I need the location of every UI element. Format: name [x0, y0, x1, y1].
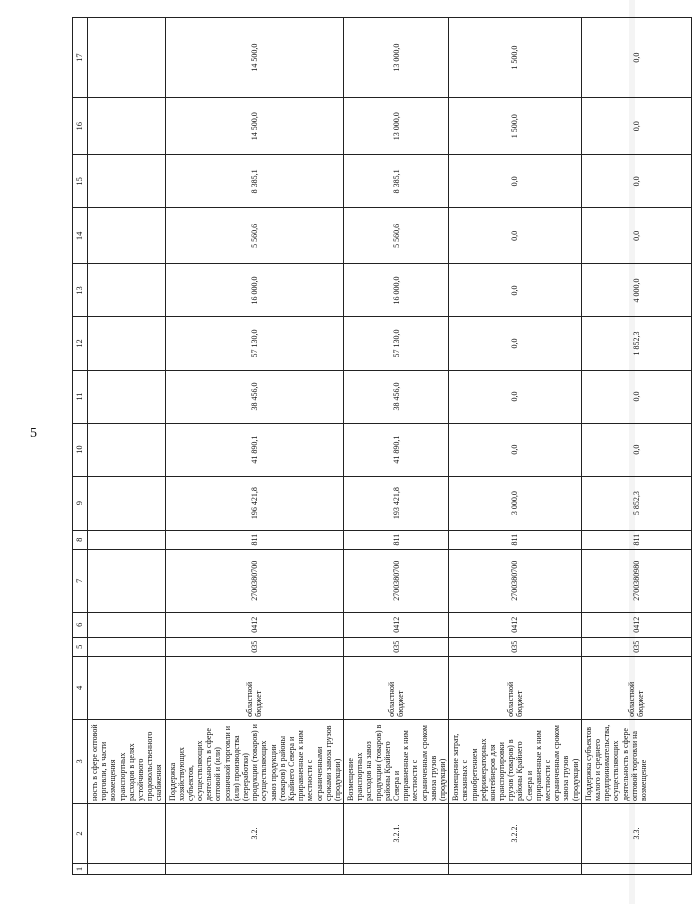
- budget-source-cell: областной бюджет: [165, 656, 344, 719]
- budget-source-cell: областной бюджет: [449, 656, 582, 719]
- table-row: [449, 18, 582, 875]
- table-cell: [88, 208, 166, 264]
- budget-source-cell: областной бюджет: [581, 656, 691, 719]
- table-cell: 38 456,0: [165, 370, 344, 423]
- table-cell: 4 000,0: [581, 264, 691, 317]
- table-row: [581, 18, 691, 875]
- row-number-cell: 3.3.: [581, 803, 691, 863]
- description-cell: Возмещение транспортных расходов на завоз продукции (товаров) в районы Крайнего Севера и приравненные к ним местности с ограниченным сроком завоза грузов (продукции): [344, 719, 449, 803]
- table-cell: 1 852,3: [581, 317, 691, 370]
- table-cell: 0,0: [449, 317, 582, 370]
- table-cell: 811: [165, 530, 344, 549]
- budget-table: [72, 17, 692, 875]
- table-cell: [165, 864, 344, 875]
- table-cell: 0,0: [581, 98, 691, 155]
- table-cell: [88, 549, 166, 612]
- header-cell: 11: [73, 370, 88, 423]
- table-cell: 0412: [165, 612, 344, 637]
- header-cell: 6: [73, 612, 88, 637]
- header-cell: 17: [73, 18, 88, 98]
- row-number-cell: 3.2.2.: [449, 803, 582, 863]
- header-row: [73, 18, 88, 875]
- table-cell: 2700380700: [449, 549, 582, 612]
- table-cell: [88, 864, 166, 875]
- table-cell: 16 000,0: [344, 264, 449, 317]
- table-cell: 57 130,0: [344, 317, 449, 370]
- table-cell: 16 000,0: [165, 264, 344, 317]
- header-cell: 5: [73, 637, 88, 656]
- table-cell: 38 456,0: [344, 370, 449, 423]
- table-cell: [88, 612, 166, 637]
- table-cell: 13 000,0: [344, 18, 449, 98]
- header-cell: 12: [73, 317, 88, 370]
- table-cell: [88, 423, 166, 476]
- table-cell: 41 890,1: [165, 423, 344, 476]
- table-cell: 2700380700: [165, 549, 344, 612]
- description-cell: Поддержка субъектов малого и среднего предпринимательства, осуществляющих деятельность в сфере оптовой торговли на возмещение: [581, 719, 691, 803]
- table-cell: [88, 317, 166, 370]
- table-cell: 13 000,0: [344, 98, 449, 155]
- table-cell: 8 385,1: [165, 155, 344, 208]
- table-cell: [88, 18, 166, 98]
- table-cell: 0,0: [449, 155, 582, 208]
- header-cell: 7: [73, 549, 88, 612]
- table-cell: [88, 370, 166, 423]
- header-cell: 8: [73, 530, 88, 549]
- table-row: [344, 18, 449, 875]
- budget-source-cell: областной бюджет: [344, 656, 449, 719]
- header-cell: 9: [73, 476, 88, 530]
- table-cell: 2700380700: [344, 549, 449, 612]
- table-cell: 14 500,0: [165, 98, 344, 155]
- header-cell: 1: [73, 864, 88, 875]
- table-cell: 0,0: [581, 18, 691, 98]
- description-cell: Возмещение затрат, связанных с приобретением рефрижераторных контейнеров для транспортировки грузов (товаров) в районы Крайнего Севера и приравненные к ним местности с ограниченным сроком завоза грузов (продукции): [449, 719, 582, 803]
- description-cell: Поддержка хозяйствующих субъектов, осуществляющих деятельность в сфере оптовой и (или) розничной торговли и (или) производства (переработки) продукции (товаров) и осуществляющих завоз продукции (товаров) в районы Крайнего Севера и приравненные к ним местности с ограниченными сроками завоза грузов (продукции): [165, 719, 344, 803]
- table-cell: 3 000,0: [449, 476, 582, 530]
- table-cell: 0,0: [449, 370, 582, 423]
- table-cell: 035: [581, 637, 691, 656]
- header-cell: 4: [73, 656, 88, 719]
- header-cell: 16: [73, 98, 88, 155]
- header-cell: 10: [73, 423, 88, 476]
- header-cell: 13: [73, 264, 88, 317]
- table-cell: 0,0: [449, 423, 582, 476]
- header-cell: 15: [73, 155, 88, 208]
- table-cell: 196 421,8: [165, 476, 344, 530]
- table-cell: 0,0: [581, 423, 691, 476]
- table-cell: [88, 264, 166, 317]
- table-cell: 0,0: [449, 264, 582, 317]
- table-cell: [88, 155, 166, 208]
- table-cell: [344, 864, 449, 875]
- table-cell: 0,0: [581, 208, 691, 264]
- description-cell: ность в сфере оптовой торговли, в части возмещения транспортных расходов в целях устойчивого продовольственного снабжения: [88, 719, 166, 803]
- table-cell: 2700380980: [581, 549, 691, 612]
- table-row: [165, 18, 344, 875]
- table-cell: 193 421,8: [344, 476, 449, 530]
- table-cell: [449, 864, 582, 875]
- table-cell: 035: [165, 637, 344, 656]
- table-cell: 1 500,0: [449, 98, 582, 155]
- table-cell: 0412: [344, 612, 449, 637]
- header-cell: 3: [73, 719, 88, 803]
- table-cell: 811: [581, 530, 691, 549]
- table-cell: 5 560,6: [344, 208, 449, 264]
- table-cell: [88, 637, 166, 656]
- table-cell: 14 500,0: [165, 18, 344, 98]
- row-number-cell: 3.2.: [165, 803, 344, 863]
- table-cell: 8 385,1: [344, 155, 449, 208]
- table-cell: 57 130,0: [165, 317, 344, 370]
- table-cell: [88, 476, 166, 530]
- table-cell: 035: [449, 637, 582, 656]
- table-cell: [88, 530, 166, 549]
- table-cell: [88, 803, 166, 863]
- table-cell: 5 852,3: [581, 476, 691, 530]
- table-cell: 0,0: [581, 155, 691, 208]
- table-cell: 811: [344, 530, 449, 549]
- table-cell: [88, 98, 166, 155]
- table-cell: 0412: [449, 612, 582, 637]
- table-cell: 41 890,1: [344, 423, 449, 476]
- page-number: 5: [30, 426, 37, 441]
- table-cell: 0,0: [449, 208, 582, 264]
- table-cell: 811: [449, 530, 582, 549]
- table-cell: 0412: [581, 612, 691, 637]
- table-cell: 035: [344, 637, 449, 656]
- table-cell: 1 500,0: [449, 18, 582, 98]
- row-number-cell: 3.2.1.: [344, 803, 449, 863]
- header-cell: 14: [73, 208, 88, 264]
- table-cell: [581, 864, 691, 875]
- table-row: [88, 18, 166, 875]
- header-cell: 2: [73, 803, 88, 863]
- table-cell: 0,0: [581, 370, 691, 423]
- table-cell: [88, 656, 166, 719]
- table-cell: 5 560,6: [165, 208, 344, 264]
- rotated-table-container: [72, 17, 648, 875]
